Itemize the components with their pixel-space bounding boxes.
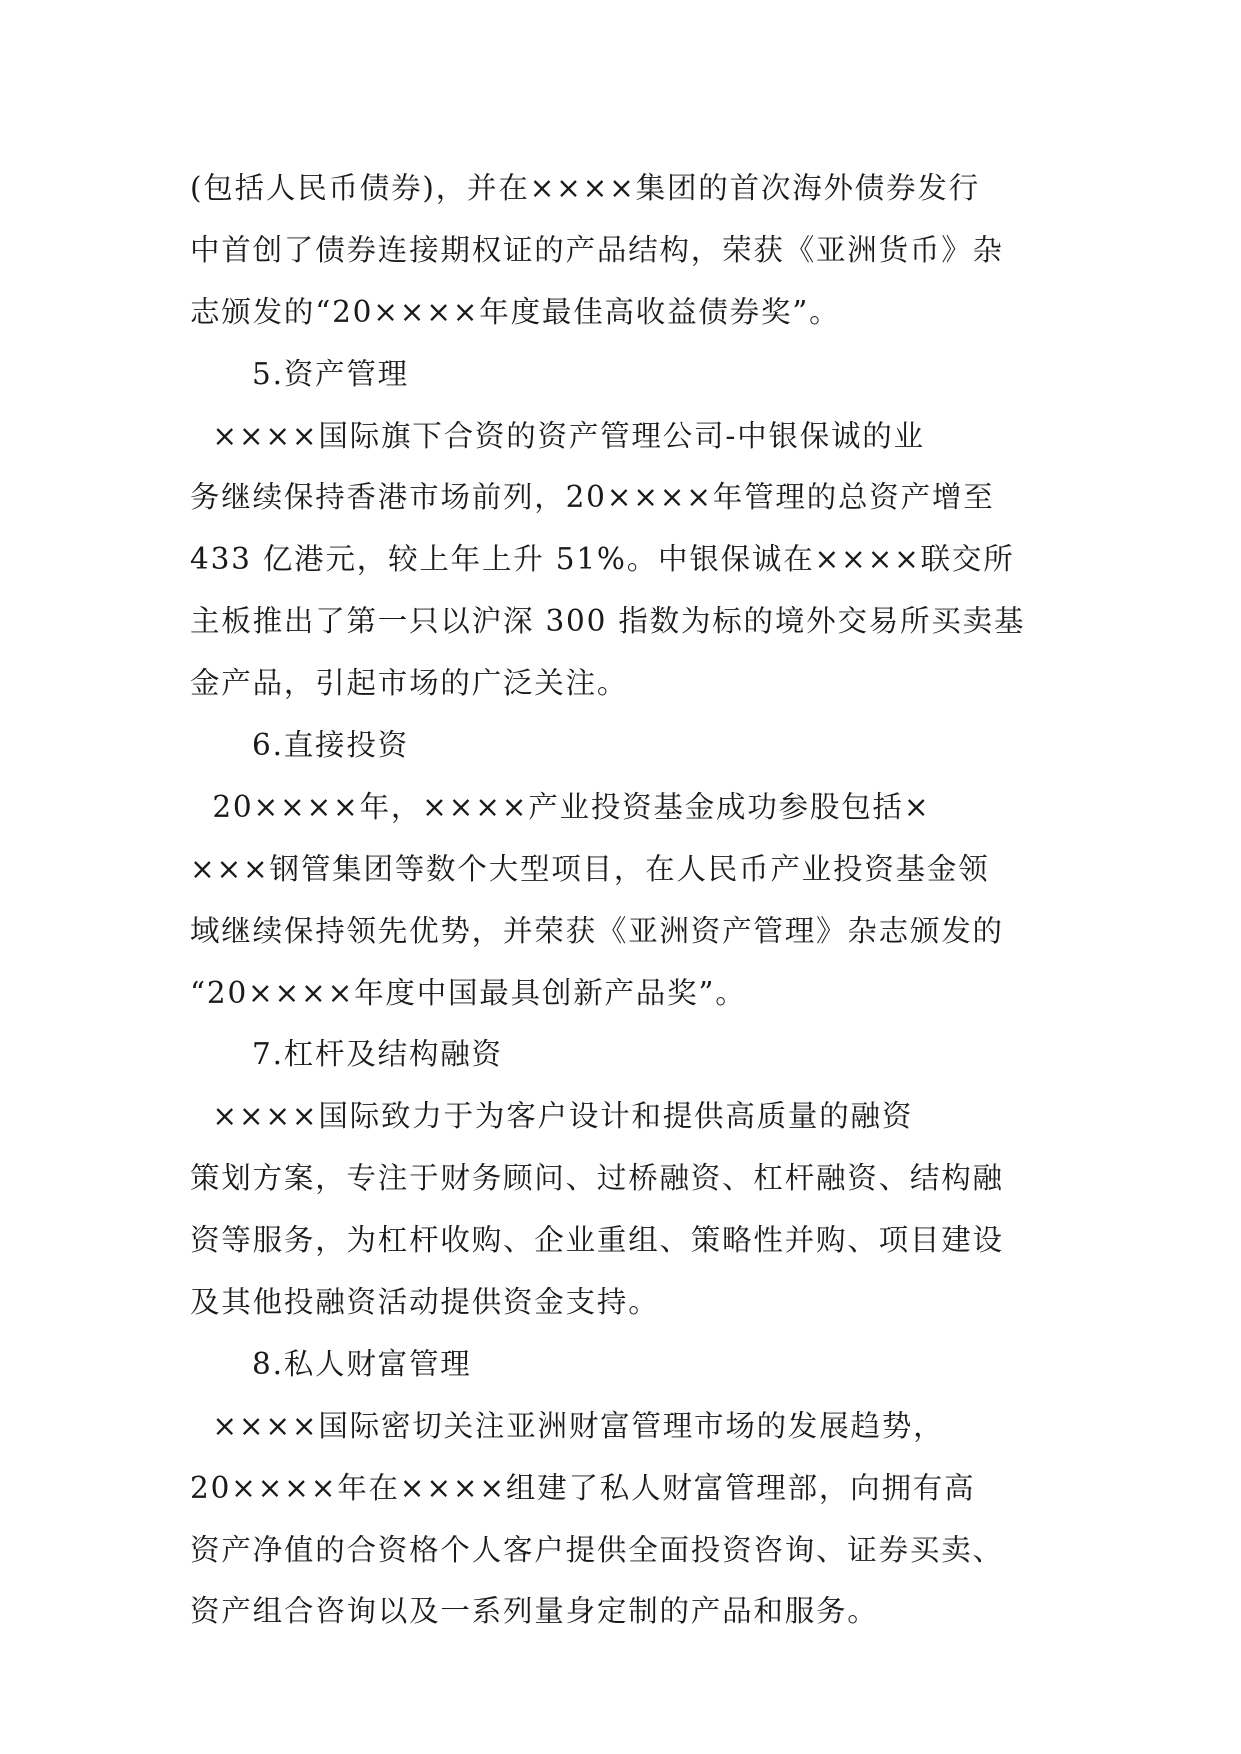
section-heading-private-wealth: 8.私人财富管理 xyxy=(252,1346,472,1381)
text-line: (包括人民币债券)，并在××××集团的首次海外债券发行 xyxy=(190,171,980,205)
text-line: 20××××年在××××组建了私人财富管理部，向拥有高 xyxy=(190,1470,976,1505)
section-heading-direct-investment: 6.直接投资 xyxy=(252,728,409,763)
text-line: 中首创了债券连接期权证的产品结构，荣获《亚洲货币》杂 xyxy=(190,232,1004,267)
text-line: 433 亿港元，较上年上升 51%。中银保诚在××××联交所 xyxy=(190,542,1015,577)
text-line: 域继续保持领先优势，并荣获《亚洲资产管理》杂志颁发的 xyxy=(190,913,1004,948)
text-line: 资产净值的合资格个人客户提供全面投资咨询、证券买卖、 xyxy=(190,1532,1004,1567)
text-line: 务继续保持香港市场前列，20××××年管理的总资产增至 xyxy=(190,480,995,515)
text-line: 资等服务，为杠杆收购、企业重组、策略性并购、项目建设 xyxy=(190,1223,1004,1258)
text-line: 策划方案，专注于财务顾问、过桥融资、杠杆融资、结构融 xyxy=(190,1161,1004,1196)
text-line: 金产品，引起市场的广泛关注。 xyxy=(190,666,629,701)
text-line: 志颁发的“20××××年度最佳高收益债券奖”。 xyxy=(190,294,841,329)
text-line: 主板推出了第一只以沪深 300 指数为标的境外交易所买卖基 xyxy=(190,604,1026,639)
document-body xyxy=(190,158,1070,1643)
text-line: ××××国际致力于为客户设计和提供高质量的融资 xyxy=(190,1099,914,1134)
text-line: ××××国际旗下合资的资产管理公司-中银保诚的业 xyxy=(190,418,925,453)
section-heading-leveraged-finance: 7.杠杆及结构融资 xyxy=(252,1037,503,1072)
text-line: “20××××年度中国最具创新产品奖”。 xyxy=(190,975,747,1010)
text-line: 及其他投融资活动提供资金支持。 xyxy=(190,1285,660,1320)
text-line: 20××××年，××××产业投资基金成功参股包括× xyxy=(190,789,931,824)
text-line: 资产组合咨询以及一系列量身定制的产品和服务。 xyxy=(190,1594,879,1629)
section-heading-asset-management: 5.资产管理 xyxy=(252,356,409,391)
text-line: ××××国际密切关注亚洲财富管理市场的发展趋势， xyxy=(190,1408,945,1443)
text-line: ×××钢管集团等数个大型项目，在人民币产业投资基金领 xyxy=(190,851,990,886)
